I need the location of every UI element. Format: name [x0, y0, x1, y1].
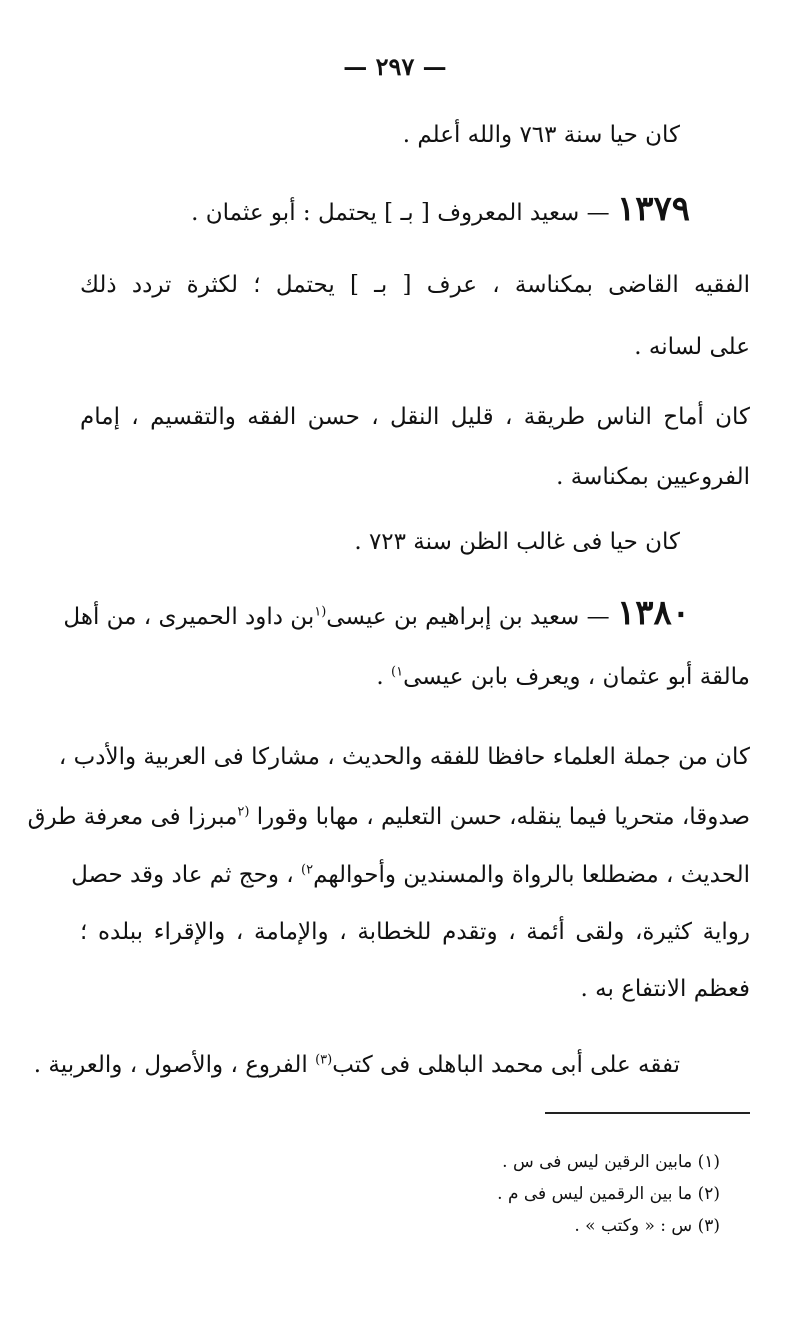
text-segment: الفروع ، والأصول ، والعربية . — [33, 1052, 316, 1078]
text-line: كان حيا سنة ٧٦٣ والله أعلم . — [402, 122, 680, 148]
text-line: كان حيا فى غالب الظن سنة ٧٢٣ . — [354, 529, 680, 555]
entry-title-cont: بن داود الحميرى ، من أهل — [63, 604, 315, 630]
text-segment: مالقة أبو عثمان ، ويعرف بابن عيسى — [403, 664, 750, 690]
entry-heading-1380 — [63, 593, 690, 634]
text-line — [376, 660, 750, 694]
entry-number: ١٣٨٠ — [616, 593, 690, 633]
entry-title: — سعيد بن إبراهيم بن عيسى — [326, 604, 610, 630]
text-line: رواية كثيرة، ولقى أئمة ، وتقدم للخطابة ، والإمامة ، والإقراء ببلده ؛ — [80, 919, 750, 945]
text-segment: . — [376, 664, 391, 690]
footnote-mark: ١) — [391, 664, 404, 680]
text-line: كان من جملة العلماء حافظا للفقه والحديث ، مشاركا فى العربية والأدب ، — [58, 744, 750, 770]
footnote-mark: (١ — [314, 604, 327, 620]
text-line: فعظم الانتفاع به . — [580, 976, 750, 1002]
page-number: — ٢٩٧ — — [343, 52, 447, 81]
footnote-mark: (٣) — [315, 1052, 333, 1068]
text-line: على لسانه . — [634, 334, 750, 360]
text-line: كان أماح الناس طريقة ، قليل النقل ، حسن الفقه والتقسيم ، إمام — [80, 404, 750, 430]
text-line — [27, 800, 750, 834]
footnote-mark: ٢) — [301, 862, 314, 878]
footnote-rule — [545, 1112, 750, 1114]
footnote-2: (٢) ما بين الرقمين ليس فى م . — [497, 1184, 720, 1204]
footnote-mark: (٢ — [237, 804, 250, 820]
text-line: الفقيه القاضى بمكناسة ، عرف [ بـ ] يحتمل ؛ لكثرة تردد ذلك — [80, 272, 750, 298]
text-segment: صدوقا، متحريا فيما ينقله، حسن التعليم ، مهابا وقورا — [256, 804, 750, 830]
footnote-1: (١) مابين الرقين ليس فى س . — [502, 1152, 720, 1172]
text-line — [34, 1048, 680, 1082]
text-segment: مبرزا فى معرفة طرق — [27, 804, 238, 830]
entry-title: — سعيد المعروف [ بـ ] يحتمل : أبو عثمان . — [191, 200, 610, 226]
text-segment: تفقه على أبى محمد الباهلى فى كتب — [332, 1052, 680, 1078]
text-segment: الحديث ، مضطلعا بالرواة والمسندين وأحوالهم — [313, 862, 750, 888]
entry-heading-1379 — [191, 189, 690, 230]
footnote-3: (٣) س : « وكتب » . — [574, 1216, 720, 1236]
text-line: الفروعيين بمكناسة . — [556, 464, 750, 490]
entry-number: ١٣٧٩ — [616, 189, 690, 229]
text-line — [71, 858, 750, 892]
text-segment: ، وحج ثم عاد وقد حصل — [71, 862, 301, 888]
